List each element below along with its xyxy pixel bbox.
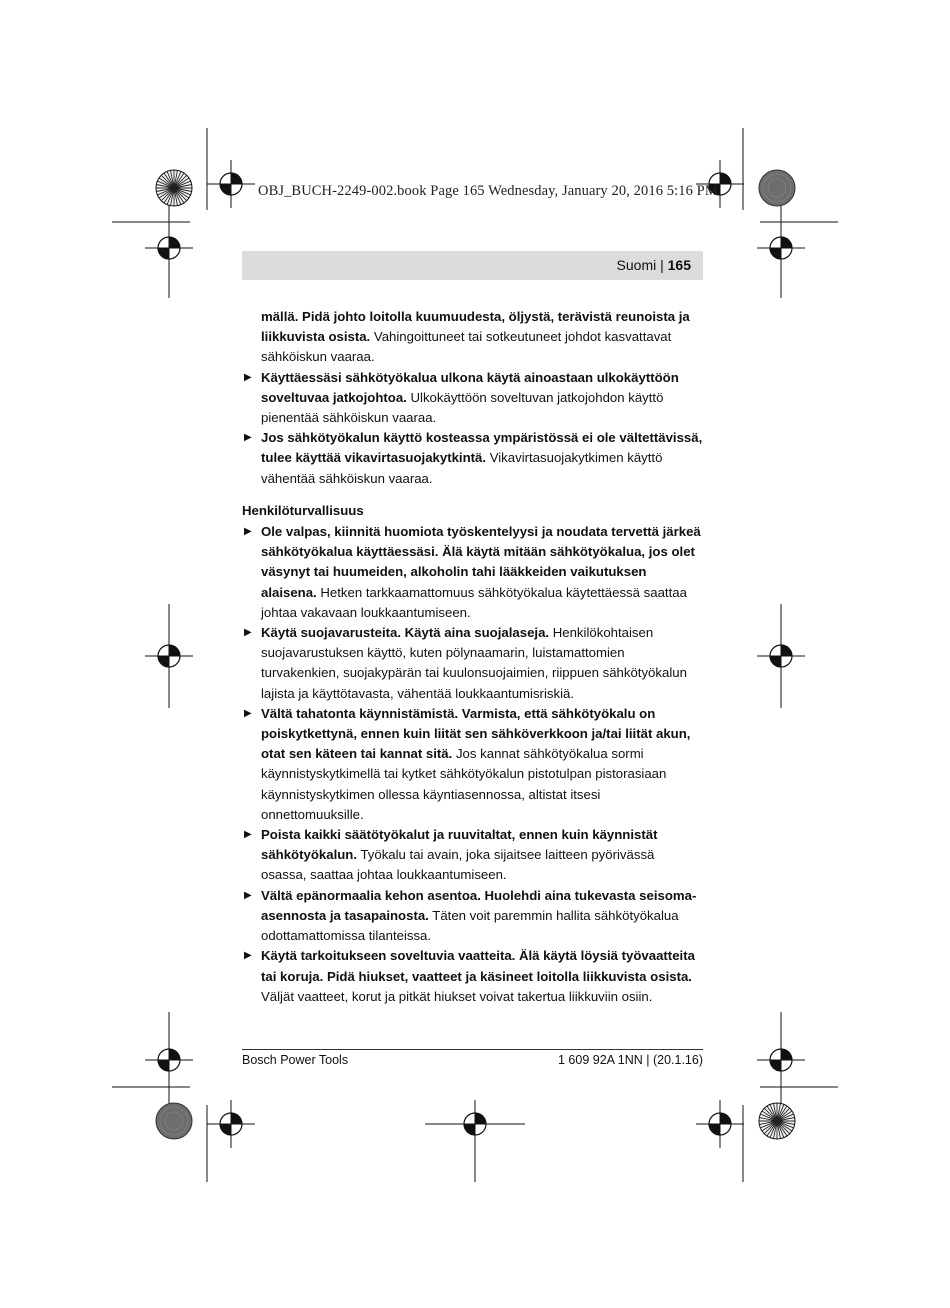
list-item — [242, 825, 703, 886]
item-bold: Käytä tarkoitukseen soveltuvia vaatteita. Älä käytä löysiä työvaatteita tai koruja. Pidä hiukset, vaatteet ja käsineet loitolla liikkuvista osista. — [261, 948, 695, 984]
footer-divider — [242, 1049, 703, 1050]
triangle-right-icon: ▶ — [244, 889, 252, 901]
list-item — [242, 522, 703, 623]
page-number: 165 — [667, 257, 691, 273]
item-text: Väljät vaatteet, korut ja pitkät hiukset voivat takertua liikkuviin osiin. — [261, 988, 653, 1004]
item-text: Ulkokäyttöön soveltuvan jatkojohdon käyttö pienentää sähköiskun vaaraa. — [261, 389, 664, 426]
safety-list — [242, 522, 703, 1007]
item-bold: Käytä suojavarusteita. Käytä aina suojalaseja. — [261, 625, 550, 641]
intro-paragraph — [242, 307, 703, 368]
triangle-right-icon: ▶ — [244, 526, 252, 538]
triangle-right-icon: ▶ — [244, 432, 252, 444]
page-header-bar — [242, 251, 703, 280]
item-text: Vikavirtasuojakytkimen käyttö vähentää sähköiskun vaaraa. — [261, 450, 663, 486]
item-text: Hetken tarkkaamattomuus sähkötyökalua käytettäessä saattaa johtaa vakavaan loukkaantumiseen. — [261, 584, 687, 620]
footer-doc-number: 1 609 92A 1NN | (20.1.16) — [557, 1053, 703, 1067]
language-label: Suomi — [616, 257, 657, 273]
header-separator: | — [660, 257, 664, 273]
triangle-right-icon: ▶ — [244, 707, 252, 719]
intro-bold: mällä. Pidä johto loitolla kuumuudesta, öljystä, terävistä reunoista ja liikkuvista osista. — [261, 309, 690, 345]
list-item — [242, 623, 703, 704]
triangle-right-icon: ▶ — [244, 627, 252, 639]
file-info-header: OBJ_BUCH-2249-002.book Page 165 Wednesday, January 20, 2016 5:16 PM — [258, 183, 718, 199]
section-heading: Henkilöturvallisuus — [242, 502, 364, 518]
triangle-right-icon: ▶ — [244, 950, 252, 962]
footer-brand: Bosch Power Tools — [242, 1053, 349, 1067]
page-content — [242, 307, 703, 1007]
item-text: Täten voit paremmin hallita sähkötyökalua odottamattomissa tilanteissa. — [261, 907, 679, 944]
triangle-right-icon: ▶ — [244, 829, 252, 841]
item-bold: Vältä epänormaalia kehon asentoa. Huolehdi aina tukevasta seisoma-asennosta ja tasapainosta. — [261, 887, 697, 923]
list-item — [242, 704, 703, 825]
item-text: Työkalu tai avain, joka sijaitsee laitteen pyörivässä osassa, saattaa johtaa loukkaantumiseen. — [261, 847, 655, 883]
item-bold: Vältä tahatonta käynnistämistä. Varmista, että sähkötyökalu on poiskytkettynä, ennen kuin liität sen sähköverkkoon ja/tai liität akun, otat sen käteen tai kannat sitä. — [261, 705, 691, 762]
item-text: Henkilökohtaisen suojavarustuksen käyttö, kuten pölynaamarin, luistamattomien turvakenkien, suojakypärän tai kuulonsuojaimien, riippuen sähkötyökalun lajista ja käyttötavasta, vähentää loukkaantumisriskiä. — [261, 625, 687, 701]
page-header — [617, 257, 691, 273]
item-bold: Ole valpas, kiinnitä huomiota työskentelyysi ja noudata tervettä järkeä sähkötyökalua käyttäessäsi. Älä käytä mitään sähkötyökalua, jos olet väsynyt tai huumeiden, alkoholin tahi lääkkeiden vaikutuksen alaisena. — [261, 524, 701, 600]
item-bold: Käyttäessäsi sähkötyökalua ulkona käytä ainoastaan ulkokäyttöön soveltuvaa jatkojohtoa. — [261, 369, 679, 405]
item-bold: Poista kaikki säätötyökalut ja ruuvitaltat, ennen kuin käynnistät sähkötyökalun. — [261, 827, 658, 863]
electrical-list — [242, 368, 703, 489]
triangle-right-icon: ▶ — [244, 371, 252, 383]
list-item — [242, 368, 703, 429]
list-item — [242, 886, 703, 947]
item-bold: Jos sähkötyökalun käyttö kosteassa ympäristössä ei ole vältettävissä, tulee käyttää vikavirtasuojakytkintä. — [261, 430, 703, 466]
list-item — [242, 428, 703, 489]
intro-text: Vahingoittuneet tai sotkeutuneet johdot kasvattavat sähköiskun vaaraa. — [261, 329, 672, 365]
item-text: Jos kannat sähkötyökalua sormi käynnistyskytkimellä tai kytket sähkötyökalun pistotulpan pistorasiaan käynnistyskytkimen ollessa käyntiasennossa, altistat itsesi onnettomuuksille. — [261, 746, 667, 822]
list-item — [242, 946, 703, 1007]
